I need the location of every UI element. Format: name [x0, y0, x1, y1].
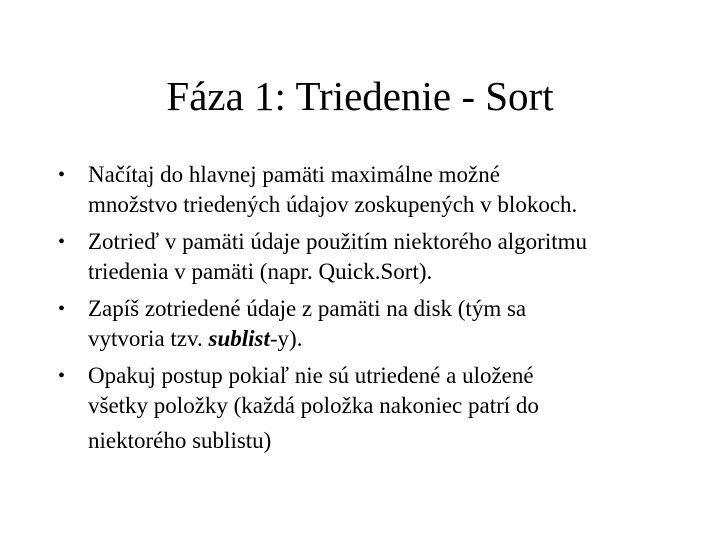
- bullet-item: [58, 294, 698, 354]
- bullet-text-segment: -y).: [269, 326, 303, 351]
- bullet-text-line: Opakuj postup pokiaľ nie sú utriedené a uložené: [88, 363, 534, 388]
- bullet-text-line: triedenia v pamäti (napr. Quick.Sort).: [88, 259, 433, 284]
- bullet-dot-icon: •: [58, 298, 66, 320]
- bullet-text-line: Načítaj do hlavnej pamäti maximálne možné: [88, 162, 500, 187]
- bullet-dot-icon: •: [58, 365, 66, 387]
- bullet-text-segment: vytvoria tzv.: [88, 326, 209, 351]
- bullet-item: [58, 227, 698, 287]
- bullet-text-line: niektorého sublistu): [88, 428, 272, 453]
- bullet-text-line: Zapíš zotriedené údaje z pamäti na disk (tým sa: [88, 296, 527, 321]
- bullet-text-line: Zotrieď v pamäti údaje použitím niektorého algoritmu: [88, 229, 588, 254]
- bullet-text-line: všetky položky (každá položka nakoniec patrí do: [88, 393, 539, 418]
- bullet-dot-icon: •: [58, 231, 66, 253]
- bullet-text-line: množstvo triedených údajov zoskupených v blokoch.: [88, 192, 578, 217]
- bullet-text-line: [88, 324, 698, 354]
- bullet-item: [58, 361, 698, 461]
- bullet-dot-icon: •: [58, 164, 66, 186]
- bullet-list: [58, 160, 698, 468]
- slide-title: Fáza 1: Triedenie - Sort: [166, 73, 554, 119]
- emphasized-term: sublist: [208, 326, 270, 351]
- bullet-item: [58, 160, 698, 220]
